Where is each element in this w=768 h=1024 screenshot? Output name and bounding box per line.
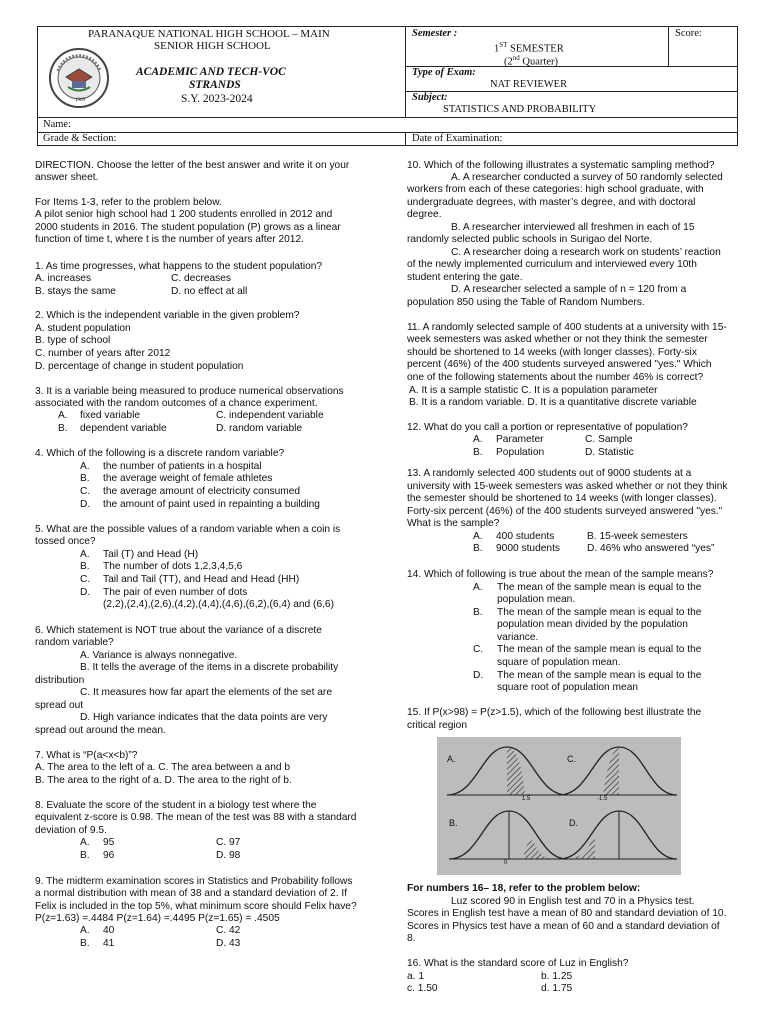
question-8-line3: deviation of 9.5.: [35, 825, 107, 836]
q13-option-b[interactable]: 9000 students: [496, 543, 561, 554]
figure-tick-minus-1-5: -1.5: [597, 796, 608, 802]
semester-value: 1ST SEMESTER: [494, 41, 564, 55]
q4-option-d[interactable]: the amount of paint used in repainting a building: [103, 499, 320, 510]
question-1: 1. As time progresses, what happens to the student population?: [35, 261, 323, 272]
q14-option-c-line1[interactable]: The mean of the sample mean is equal to the: [497, 644, 702, 655]
numbers-16-18-intro: For numbers 16– 18, refer to the problem below:: [407, 883, 641, 894]
strands-line1: ACADEMIC AND TECH-VOC: [136, 66, 286, 78]
date-label[interactable]: Date of Examination:: [412, 133, 503, 144]
q8-option-a-letter: A.: [80, 837, 90, 848]
question-4: 4. Which of the following is a discrete random variable?: [35, 448, 285, 459]
q9-option-b-letter: B.: [80, 938, 90, 949]
question-13-line3: the semester should be shortened to 14 weeks (with longer classes).: [407, 493, 717, 504]
q12-option-b-letter: B.: [473, 447, 483, 458]
exam-type-value: NAT REVIEWER: [490, 79, 568, 90]
figure-tick-zero: 0: [504, 860, 508, 866]
question-11-line1: 11. A randomly selected sample of 400 students at a university with 15-: [407, 322, 727, 333]
question-9-line3: Felix is included in the top 5%, what minimum score should Felix have?: [35, 901, 357, 912]
semester-label: Semester :: [412, 28, 458, 39]
question-11-line2: week semesters was asked whether or not they think the semester: [407, 334, 708, 345]
q7-options-b-d[interactable]: B. The area to the right of a. D. The area to the right of b.: [35, 775, 292, 786]
q11-options-b-d[interactable]: B. It is a random variable. D. It is a quantitative discrete variable: [409, 397, 697, 408]
q3-option-b-letter: B.: [58, 423, 68, 434]
question-9-line2: a normal distribution with mean of 38 and a standard deviation of 2. If: [35, 888, 348, 899]
question-15-line1: 15. If P(x>98) = P(z>1.5), which of the following best illustrate the: [407, 707, 702, 718]
question-5-line2: tossed once?: [35, 536, 96, 547]
q10-option-d-line1[interactable]: D. A researcher selected a sample of n = 120 from a: [451, 284, 687, 295]
q8-option-a[interactable]: 95: [103, 837, 115, 848]
q10-option-c-line2[interactable]: of the newly implemented curriculum and interviewed every 10th: [407, 259, 697, 270]
school-name: PARANAQUE NATIONAL HIGH SCHOOL – MAIN: [88, 28, 330, 40]
logo-year: 1969: [75, 98, 85, 103]
q14-option-a-letter: A.: [473, 582, 483, 593]
subject-value: STATISTICS AND PROBABILITY: [443, 104, 597, 115]
q5-option-c-letter: C.: [80, 574, 91, 585]
quarter-value: (2nd Quarter): [504, 54, 558, 68]
question-13-line2: university with 15-week semesters was asked whether or not they think: [407, 481, 728, 492]
q12-option-d[interactable]: D. Statistic: [585, 447, 634, 458]
q13-option-b-right[interactable]: B. 15-week semesters: [587, 531, 688, 542]
q10-option-c-line3[interactable]: student entering the gate.: [407, 272, 523, 283]
q5-option-a-letter: A.: [80, 549, 90, 560]
q6-option-d-line2[interactable]: spread out around the mean.: [35, 725, 166, 736]
q8-option-d[interactable]: D. 98: [216, 850, 241, 861]
q1-option-c[interactable]: C. decreases: [171, 273, 232, 284]
direction-line1: DIRECTION. Choose the letter of the best answer and write it on your: [35, 160, 350, 171]
q14-option-d-letter: D.: [473, 670, 484, 681]
q6-option-b-line2[interactable]: distribution: [35, 675, 85, 686]
q14-option-b-letter: B.: [473, 607, 483, 618]
q16-option-d[interactable]: d. 1.75: [541, 983, 573, 994]
q5-option-a[interactable]: Tail (T) and Head (H): [103, 549, 199, 560]
score-label: Score:: [675, 28, 702, 39]
q5-option-b[interactable]: The number of dots 1,2,3,4,5,6: [103, 561, 243, 572]
subject-label: Subject:: [412, 92, 448, 103]
question-11-line4: percent (46%) of the 400 students surveyed answered "yes." Which: [407, 359, 712, 370]
q7-options-a-c[interactable]: A. The area to the left of a. C. The area between a and b: [35, 762, 291, 773]
q9-option-c[interactable]: C. 42: [216, 925, 241, 936]
q10-option-a-line1[interactable]: A. A researcher conducted a survey of 50 randomly selected: [451, 172, 723, 183]
q4-option-a[interactable]: the number of patients in a hospital: [103, 461, 262, 472]
q10-option-b-line2[interactable]: randomly selected public schools in Surigao del Norte.: [407, 234, 653, 245]
q13-option-a-letter: A.: [473, 531, 483, 542]
q14-option-b-line1[interactable]: The mean of the sample mean is equal to the: [497, 607, 702, 618]
q3-option-d[interactable]: D. random variable: [216, 423, 303, 434]
school-division: SENIOR HIGH SCHOOL: [154, 40, 271, 52]
strands-line2: STRANDS: [189, 79, 241, 91]
q8-option-b-letter: B.: [80, 850, 90, 861]
q16-option-b[interactable]: b. 1.25: [541, 971, 573, 982]
figure-label-a: A.: [447, 754, 456, 764]
question-8-line1: 8. Evaluate the score of the student in a biology test where the: [35, 800, 317, 811]
q13-option-d[interactable]: D. 46% who answered “yes”: [587, 543, 715, 554]
q5-option-d-line1[interactable]: The pair of even number of dots: [103, 587, 248, 598]
q12-option-b[interactable]: Population: [496, 447, 545, 458]
q14-option-a-line2[interactable]: population mean.: [497, 594, 576, 605]
q14-option-c-line2[interactable]: square of population mean.: [497, 657, 621, 668]
q5-option-d-line2[interactable]: (2,2),(2,4),(2,6),(4,2),(4,4),(4,6),(6,2),(6,4) and (6,6): [103, 599, 334, 610]
question-11-line3: should be shortened to 14 weeks (with longer classes). Forty-six: [407, 347, 697, 358]
q10-option-a-line2[interactable]: workers from each of these categories: high school graduate, with: [407, 184, 704, 195]
problem-16-18-line3: Scores in Physics test have a mean of 60 and a standard deviation of: [407, 921, 720, 932]
q14-option-c-letter: C.: [473, 644, 484, 655]
question-16: 16. What is the standard score of Luz in English?: [407, 958, 629, 969]
q9-option-a[interactable]: 40: [103, 925, 115, 936]
q16-option-a[interactable]: a. 1: [407, 971, 424, 982]
q10-option-b-line1[interactable]: B. A researcher interviewed all freshmen in each of 15: [451, 222, 695, 233]
q4-option-c-letter: C.: [80, 486, 91, 497]
question-2: 2. Which is the independent variable in the given problem?: [35, 310, 300, 321]
q14-option-d-line2[interactable]: square root of population mean: [497, 682, 639, 693]
q6-option-a[interactable]: A. Variance is always nonnegative.: [80, 650, 238, 661]
question-15-line2: critical region: [407, 720, 468, 731]
q6-option-c-line2[interactable]: spread out: [35, 700, 84, 711]
question-7: 7. What is “P(a<x<b)”?: [35, 750, 138, 761]
direction-line2: answer sheet.: [35, 172, 99, 183]
q10-option-a-line4[interactable]: degree.: [407, 209, 442, 220]
question-6-line2: random variable?: [35, 637, 114, 648]
q12-option-a-letter: A.: [473, 434, 483, 445]
normal-curves-figure-image: [437, 737, 681, 875]
problem-line1: A pilot senior high school had 1 200 students enrolled in 2012 and: [35, 209, 333, 220]
problem-line2: 2000 students in 2016. The student population (P) grows as a linear: [35, 222, 341, 233]
q1-option-d[interactable]: D. no effect at all: [171, 286, 248, 297]
header-divider-3: [37, 132, 738, 133]
q1-option-a[interactable]: A. increases: [35, 273, 92, 284]
q6-option-c-line1[interactable]: C. It measures how far apart the elements of the set are: [80, 687, 332, 698]
figure-tick-1-5: 1.5: [522, 796, 531, 802]
problem-16-18-line2: Scores in English test have a mean of 80 and standard deviation of 10.: [407, 908, 727, 919]
q5-option-d-letter: D.: [80, 587, 91, 598]
q4-option-b-letter: B.: [80, 473, 90, 484]
q2-option-a[interactable]: A. student population: [35, 323, 131, 334]
q12-option-a[interactable]: Parameter: [496, 434, 544, 445]
question-3-line2: associated with the random outcomes of a chance experiment.: [35, 398, 318, 409]
q1-option-b[interactable]: B. stays the same: [35, 286, 116, 297]
question-9-line1: 9. The midterm examination scores in Statistics and Probability follows: [35, 876, 353, 887]
q5-option-b-letter: B.: [80, 561, 90, 572]
figure-label-b: B.: [449, 818, 458, 828]
q3-option-a-letter: A.: [58, 410, 68, 421]
q2-option-b[interactable]: B. type of school: [35, 335, 111, 346]
items-1-3-intro: For Items 1-3, refer to the problem below.: [35, 197, 222, 208]
q6-option-b-line1[interactable]: B. It tells the average of the items in a discrete probability: [80, 662, 339, 673]
figure-label-c: C.: [567, 754, 576, 764]
critical-region-figure: [437, 737, 681, 875]
q14-option-b-line3[interactable]: variance.: [497, 632, 539, 643]
q12-option-c[interactable]: C. Sample: [585, 434, 633, 445]
question-13-line1: 13. A randomly selected 400 students out of 9000 students at a: [407, 468, 692, 479]
problem-16-18-line1: Luz scored 90 in English test and 70 in a Physics test.: [451, 896, 695, 907]
exam-type-label: Type of Exam:: [412, 67, 476, 78]
question-13-line5: What is the sample?: [407, 518, 500, 529]
q5-option-c[interactable]: Tail and Tail (TT), and Head and Head (HH): [103, 574, 300, 585]
q2-option-d[interactable]: D. percentage of change in student population: [35, 361, 244, 372]
q9-option-d[interactable]: D. 43: [216, 938, 241, 949]
q10-option-a-line3[interactable]: undergraduate degrees, with master’s degree, and with doctoral: [407, 197, 696, 208]
q4-option-b[interactable]: the average weight of female athletes: [103, 473, 273, 484]
question-8-line2: equivalent z-score is 0.98. The mean of the test was 88 with a standard: [35, 812, 357, 823]
q3-option-b[interactable]: dependent variable: [80, 423, 167, 434]
header-divider-4: [405, 132, 406, 146]
q9-option-a-letter: A.: [80, 925, 90, 936]
q14-option-a-line1[interactable]: The mean of the sample mean is equal to the: [497, 582, 702, 593]
question-9-line4: P(z=1.63) =.4484 P(z=1.64) =.4495 P(z=1.65) = .4505: [35, 913, 280, 924]
problem-line3: function of time t, where t is the number of years after 2012.: [35, 234, 304, 245]
q2-option-c[interactable]: C. number of years after 2012: [35, 348, 171, 359]
q10-option-d-line2[interactable]: population 850 using the Table of Random Numbers.: [407, 297, 645, 308]
q10-option-c-line1[interactable]: C. A researcher doing a research work on students’ reaction: [451, 247, 721, 258]
q3-option-c[interactable]: C. independent variable: [216, 410, 324, 421]
q4-option-d-letter: D.: [80, 499, 91, 510]
school-year: S.Y. 2023-2024: [181, 93, 253, 105]
name-label[interactable]: Name:: [43, 119, 71, 130]
question-11-line5: one of the following statements about the number 46% is correct?: [407, 372, 704, 383]
header-divider-vertical: [405, 26, 406, 118]
q13-option-b-letter: B.: [473, 543, 483, 554]
q16-option-c[interactable]: c. 1.50: [407, 983, 438, 994]
q8-option-b[interactable]: 96: [103, 850, 115, 861]
figure-label-d: D.: [569, 818, 578, 828]
question-12: 12. What do you call a portion or representative of population?: [407, 422, 688, 433]
q14-option-b-line2[interactable]: population mean divided by the population: [497, 619, 688, 630]
question-14: 14. Which of following is true about the mean of the sample means?: [407, 569, 714, 580]
question-6-line1: 6. Which statement is NOT true about the variance of a discrete: [35, 625, 322, 636]
question-13-line4: Forty-six percent (46%) of the 400 students surveyed answered "yes.": [407, 506, 723, 517]
q13-option-a[interactable]: 400 students: [496, 531, 555, 542]
q9-option-b[interactable]: 41: [103, 938, 115, 949]
q4-option-a-letter: A.: [80, 461, 90, 472]
header-divider-score: [668, 26, 669, 66]
question-5-line1: 5. What are the possible values of a random variable when a coin is: [35, 524, 341, 535]
q4-option-c[interactable]: the average amount of electricity consumed: [103, 486, 301, 497]
q8-option-c[interactable]: C. 97: [216, 837, 241, 848]
q11-options-a-c[interactable]: A. It is a sample statistic C. It is a population parameter: [409, 385, 658, 396]
question-3-line1: 3. It is a variable being measured to produce numerical observations: [35, 386, 344, 397]
q3-option-a[interactable]: fixed variable: [80, 410, 141, 421]
grade-section-label[interactable]: Grade & Section:: [43, 133, 117, 144]
question-10: 10. Which of the following illustrates a systematic sampling method?: [407, 160, 715, 171]
q14-option-d-line1[interactable]: The mean of the sample mean is equal to the: [497, 670, 702, 681]
problem-16-18-line4: 8.: [407, 933, 416, 944]
q6-option-d-line1[interactable]: D. High variance indicates that the data points are very: [80, 712, 328, 723]
header-divider-2: [405, 91, 738, 92]
